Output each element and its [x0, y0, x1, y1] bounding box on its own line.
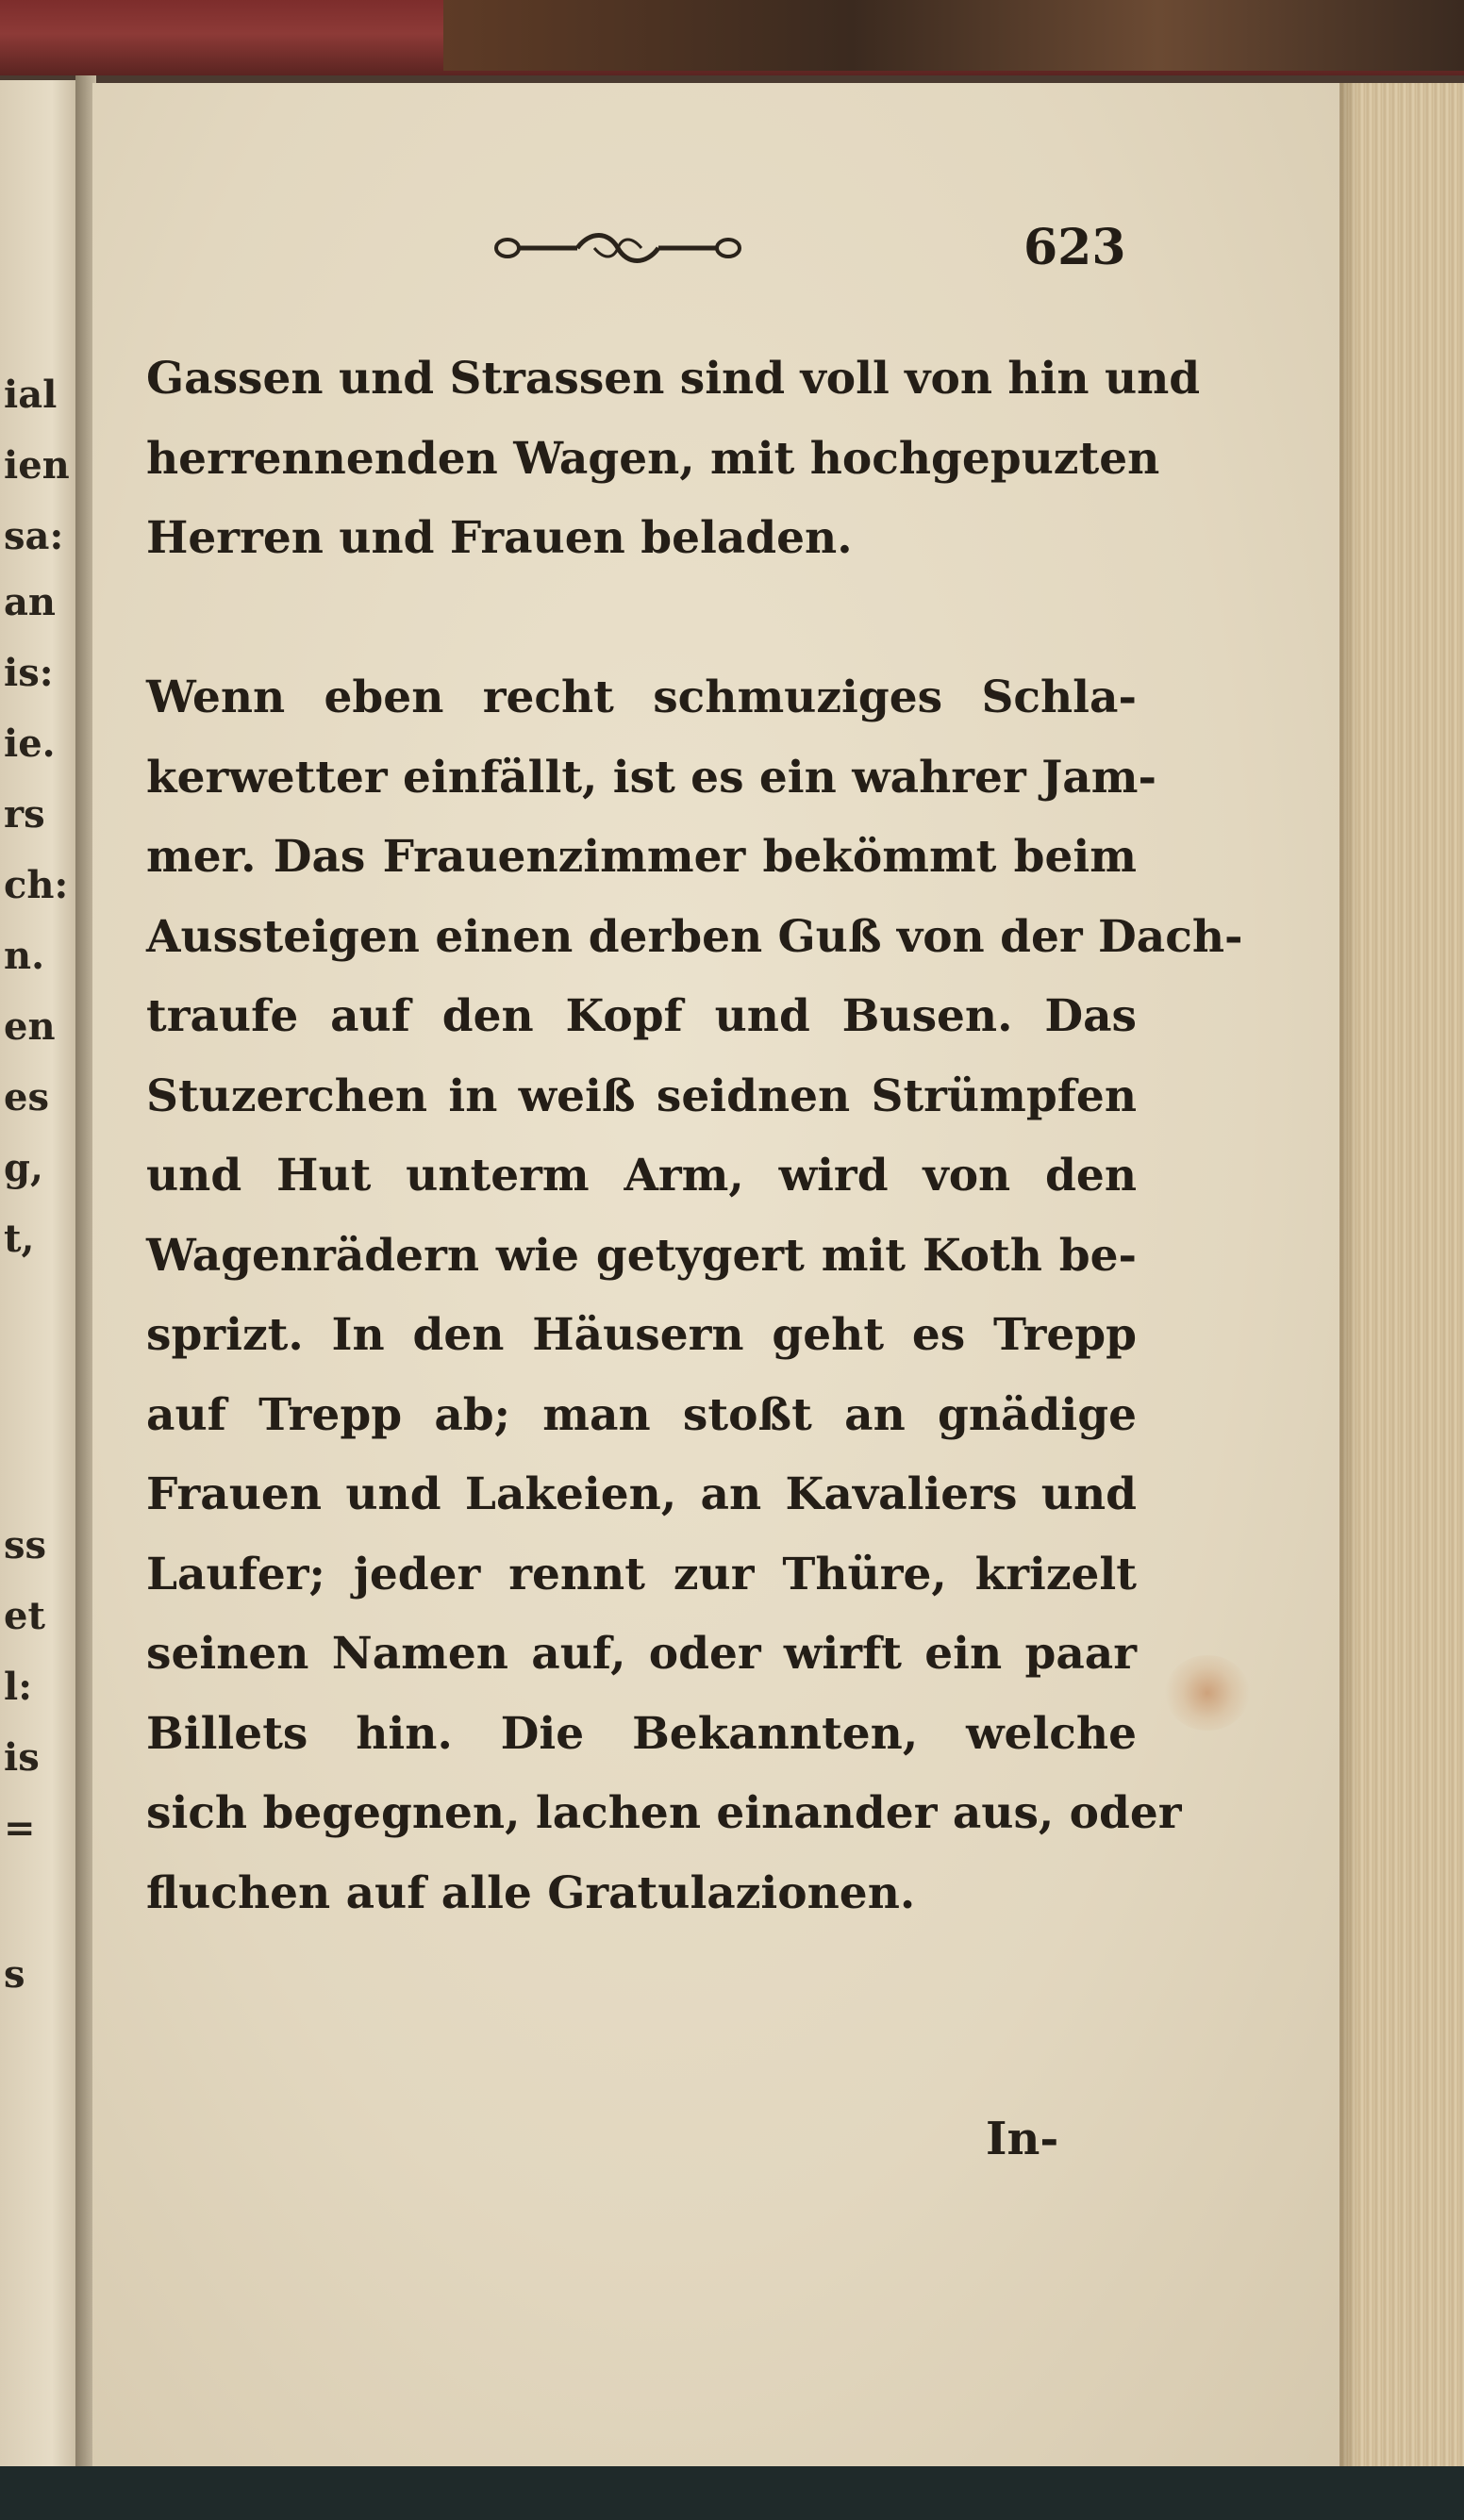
left-page-fragment: et: [4, 1594, 45, 1638]
foxing-stain: [1165, 1655, 1250, 1731]
left-page-fragment: ch:: [4, 863, 69, 907]
text-line: seinen Namen auf, oder wirft ein paar: [146, 1628, 1137, 1680]
header-ornament-icon: [491, 226, 745, 270]
left-page-fragment: ie.: [4, 721, 56, 766]
page-edge-shadow: [1339, 83, 1358, 2466]
text-line: kerwetter einfällt, ist es ein wahrer Jam-: [146, 751, 1156, 804]
text-line: sprizt. In den Häusern geht es Trepp: [146, 1309, 1137, 1361]
left-page-fragment: is:: [4, 651, 54, 695]
left-page-fragment: sa:: [4, 514, 64, 558]
text-line: Aussteigen einen derben Guß von der Dach-: [146, 910, 1243, 963]
paragraph-gap: [146, 579, 1137, 659]
left-page-fragment: an: [4, 580, 56, 624]
left-page-fragment: is: [4, 1735, 40, 1780]
text-line: traufe auf den Kopf und Busen. Das: [146, 990, 1137, 1042]
left-page-fragment: l:: [4, 1665, 32, 1709]
left-page-fragment: ien: [4, 443, 70, 488]
text-line: Stuzerchen in weiß seidnen Strümpfen: [146, 1069, 1137, 1122]
body-text: [146, 340, 1243, 1933]
text-line: fluchen auf alle Gratulazionen.: [146, 1866, 916, 1919]
text-line: Laufer; jeder rennt zur Thüre, krizelt: [146, 1548, 1137, 1600]
catchword: In-: [986, 2113, 1059, 2165]
text-line: Frauen und Lakeien, an Kavaliers und: [146, 1468, 1137, 1520]
text-line: mer. Das Frauenzimmer bekömmt beim: [146, 831, 1137, 883]
left-page-fragment: rs: [4, 792, 45, 837]
text-line: und Hut unterm Arm, wird von den: [146, 1150, 1137, 1202]
page-number: 623: [1023, 219, 1126, 276]
left-page-fragment: ss: [4, 1523, 47, 1567]
text-line: Wagenrädern wie getygert mit Koth be-: [146, 1229, 1137, 1282]
text-line: Wenn eben recht schmuziges Schla-: [146, 671, 1137, 723]
text-line: auf Trepp ab; man stoßt an gnädige: [146, 1388, 1137, 1441]
text-line: Herren und Frauen beladen.: [146, 512, 853, 564]
left-page-fragment: en: [4, 1004, 56, 1049]
left-page-fragment: =: [4, 1806, 36, 1850]
left-page: [0, 80, 87, 2466]
left-page-fragment: s: [4, 1952, 25, 1997]
text-line: sich begegnen, lachen einander aus, oder: [146, 1787, 1182, 1839]
left-page-fragment: g,: [4, 1146, 43, 1190]
left-page-fragment: n.: [4, 934, 45, 978]
bottom-background: [0, 2466, 1464, 2520]
left-page-fragment: es: [4, 1075, 49, 1119]
left-page-fragment: t,: [4, 1217, 35, 1261]
left-page-fragment: ial: [4, 373, 58, 417]
text-line: herrennenden Wagen, mit hochgepuzten: [146, 432, 1160, 485]
text-line: Billets hin. Die Bekannten, welche: [146, 1707, 1137, 1760]
text-line: Gassen und Strassen sind voll von hin und: [146, 353, 1201, 405]
book-binding-edge: [443, 0, 1464, 71]
